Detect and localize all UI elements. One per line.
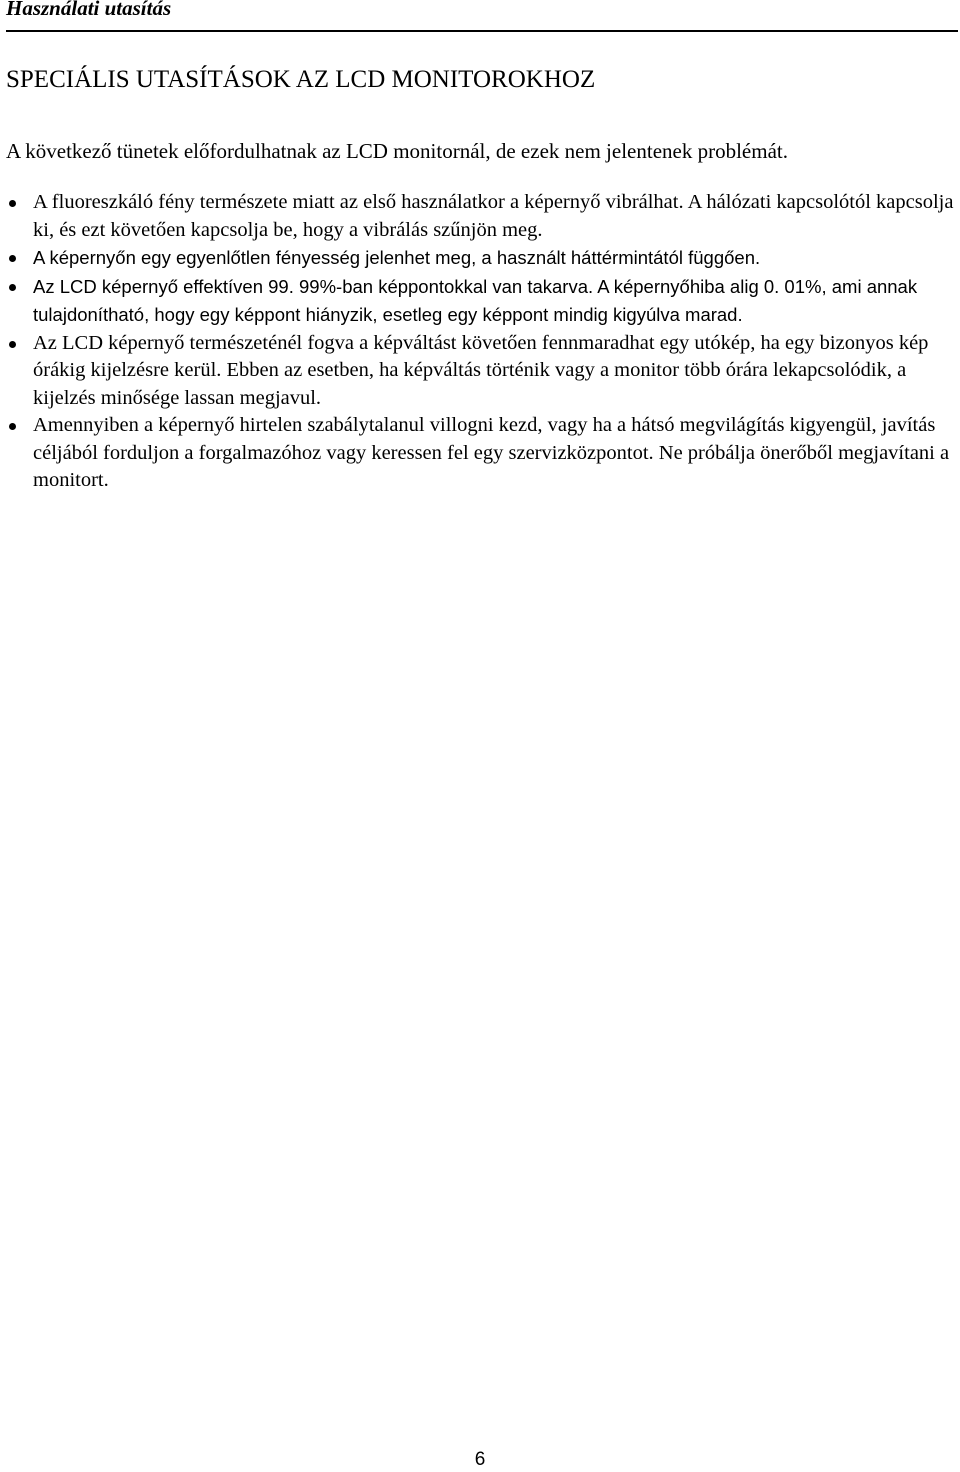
list-item [0, 189, 960, 244]
bullet-icon [9, 255, 16, 262]
bullet-icon [9, 200, 16, 207]
list-item-text: Az LCD képernyő természeténél fogva a képváltást követően fennmaradhat egy utókép, ha egy bizonyos kép órákig kijelzésre kerül. Ebben az esetben, ha képváltás történik vagy a monitor több órára lekapcsolódik, a kijelzés minősége lassan megjavul. [33, 331, 929, 409]
list-item [0, 412, 960, 495]
notes-list [0, 189, 960, 495]
bullet-icon [9, 284, 16, 291]
list-item [0, 273, 960, 330]
bullet-icon [9, 341, 16, 348]
list-item-text: A képernyőn egy egyenlőtlen fényesség jelenhet meg, a használt háttérmintától függően. [33, 247, 761, 268]
list-item [0, 244, 960, 273]
page-title: SPECIÁLIS UTASÍTÁSOK AZ LCD MONITOROKHOZ [6, 66, 596, 93]
list-item-text: A fluoreszkáló fény természete miatt az első használatkor a képernyő vibrálhat. A hálózati kapcsolótól kapcsolja ki, és ezt követően kapcsolja be, hogy a vibrálás szűnjön meg. [33, 191, 954, 241]
list-item-text: Amennyiben a képernyő hirtelen szabálytalanul villogni kezd, vagy ha a hátsó megvilágítás kigyengül, javítás céljából forduljon a forgalmazóhoz vagy keressen fel egy szervizközpontot. Ne próbálja önerőből megjavítani a monitort. [33, 414, 950, 491]
page-header [6, 0, 958, 34]
list-item [0, 330, 960, 413]
intro-paragraph: A következő tünetek előfordulhatnak az LCD monitornál, de ezek nem jelentenek problémát. [6, 139, 788, 163]
page-number: 6 [474, 1449, 486, 1470]
list-item-text: Az LCD képernyő effektíven 99. 99%-ban képpontokkal van takarva. A képernyőhiba alig 0. 01%, ami annak tulajdonítható, hogy egy képpont hiányzik, esetleg egy képpont mindig kigyúlva marad. [33, 275, 918, 325]
header-title: Használati utasítás [6, 0, 172, 20]
header-divider [6, 30, 958, 32]
bullet-icon [9, 423, 16, 430]
